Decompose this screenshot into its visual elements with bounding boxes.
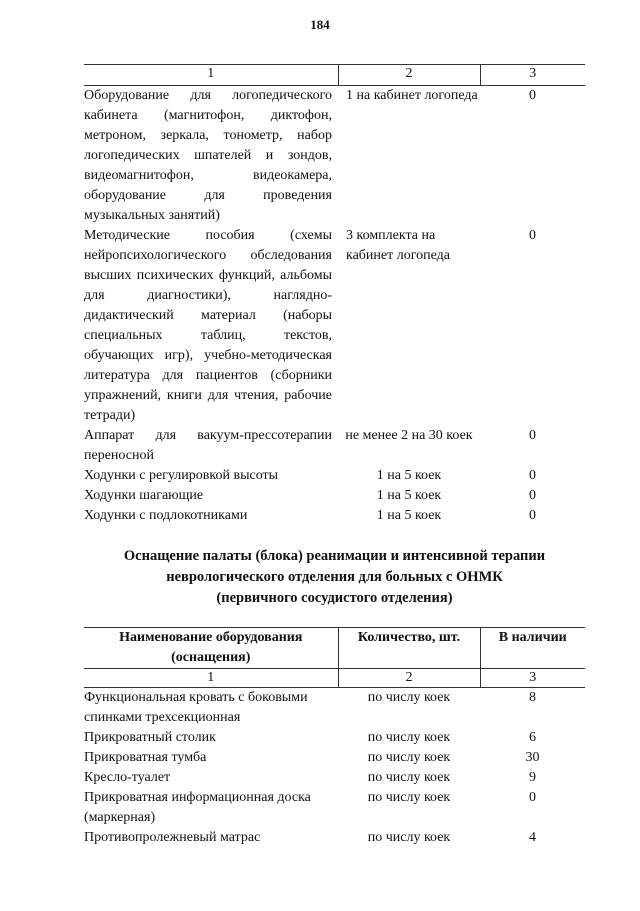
column-number: 1 bbox=[84, 669, 338, 688]
equipment-name: Противопролежневый матрас bbox=[84, 830, 261, 845]
column-header-available: В наличии bbox=[480, 628, 585, 669]
equipment-name: Ходунки с подлокотниками bbox=[84, 508, 248, 523]
equipment-quantity: по числу коек bbox=[367, 830, 451, 845]
equipment-available: 30 bbox=[525, 750, 540, 765]
equipment-available: 0 bbox=[529, 468, 536, 483]
equipment-name: Ходунки шагающие bbox=[84, 488, 204, 503]
equipment-name: Прикроватная информационная доска (маркерная) bbox=[84, 790, 311, 825]
equipment-quantity: по числу коек bbox=[367, 750, 451, 765]
section-title-line: (первичного сосудистого отделения) bbox=[216, 590, 453, 606]
equipment-quantity: по числу коек bbox=[367, 790, 451, 805]
column-number-row bbox=[84, 669, 585, 688]
table-row bbox=[84, 226, 585, 426]
equipment-quantity: 3 комплекта на кабинет логопеда bbox=[346, 228, 450, 263]
column-number: 1 bbox=[84, 65, 338, 86]
equipment-quantity: 1 на кабинет логопеда bbox=[346, 88, 478, 103]
equipment-quantity: 1 на 5 коек bbox=[376, 488, 442, 503]
equipment-available: 6 bbox=[529, 730, 536, 745]
equipment-table-continued bbox=[84, 64, 585, 526]
table-row bbox=[84, 486, 585, 506]
equipment-available: 0 bbox=[529, 428, 536, 443]
table-row bbox=[84, 688, 585, 729]
equipment-quantity: 1 на 5 коек bbox=[376, 508, 442, 523]
column-header-row bbox=[84, 628, 585, 669]
table-row bbox=[84, 788, 585, 828]
equipment-available: 8 bbox=[529, 690, 536, 705]
table-row bbox=[84, 768, 585, 788]
equipment-available: 9 bbox=[529, 770, 536, 785]
column-number: 3 bbox=[480, 669, 585, 688]
equipment-name: Прикроватная тумба bbox=[84, 750, 207, 765]
table-row bbox=[84, 466, 585, 486]
equipment-quantity: по числу коек bbox=[367, 770, 451, 785]
column-header-quantity: Количество, шт. bbox=[338, 628, 480, 669]
equipment-quantity: по числу коек bbox=[367, 730, 451, 745]
section-title-line: Оснащение палаты (блока) реанимации и интенсивной терапии bbox=[123, 548, 546, 564]
equipment-available: 0 bbox=[529, 508, 536, 523]
column-number-row bbox=[84, 65, 585, 86]
column-header-name: Наименование оборудования (оснащения) bbox=[84, 628, 338, 669]
table-row bbox=[84, 506, 585, 526]
equipment-name: Ходунки с регулировкой высоты bbox=[84, 468, 279, 483]
equipment-name: Функциональная кровать с боковыми спинками трехсекционная bbox=[84, 690, 308, 725]
icu-equipment-table bbox=[84, 627, 585, 848]
page-number: 184 bbox=[310, 17, 330, 32]
table-row bbox=[84, 728, 585, 748]
equipment-quantity: 1 на 5 коек bbox=[376, 468, 442, 483]
column-number: 3 bbox=[480, 65, 585, 86]
equipment-available: 0 bbox=[529, 790, 536, 805]
equipment-quantity: по числу коек bbox=[367, 690, 451, 705]
column-number: 2 bbox=[338, 65, 480, 86]
section-title bbox=[84, 546, 585, 609]
equipment-name: Оборудование для логопедического кабинета (магнитофон, диктофон, метроном, зеркала, тонометр, набор логопедических шпателей и зондов, видеомагнитофон, видеокамера, оборудование для проведения музыкальных занятий) bbox=[84, 88, 332, 223]
column-number: 2 bbox=[338, 669, 480, 688]
table-row bbox=[84, 748, 585, 768]
equipment-name: Методические пособия (схемы нейропсихологического обследования высших психических функций, альбомы для диагностики), наглядно-дидактический материал (наборы специальных таблиц, текстов, обучающих игр), учебно-методическая литература для пациентов (сборники упражнений, книги для чтения, рабочие тетради) bbox=[84, 228, 332, 423]
table-row bbox=[84, 828, 585, 848]
equipment-available: 4 bbox=[529, 830, 536, 845]
table-row bbox=[84, 86, 585, 227]
equipment-available: 0 bbox=[529, 488, 536, 503]
table-row bbox=[84, 426, 585, 466]
equipment-quantity: не менее 2 на 30 коек bbox=[345, 428, 473, 443]
equipment-available: 0 bbox=[529, 228, 536, 243]
equipment-name: Прикроватный столик bbox=[84, 730, 216, 745]
section-title-line: неврологического отделения для больных с ОНМК bbox=[166, 569, 503, 585]
equipment-name: Аппарат для вакуум-прессотерапии переносной bbox=[84, 428, 332, 463]
equipment-name: Кресло-туалет bbox=[84, 770, 171, 785]
equipment-available: 0 bbox=[529, 88, 536, 103]
